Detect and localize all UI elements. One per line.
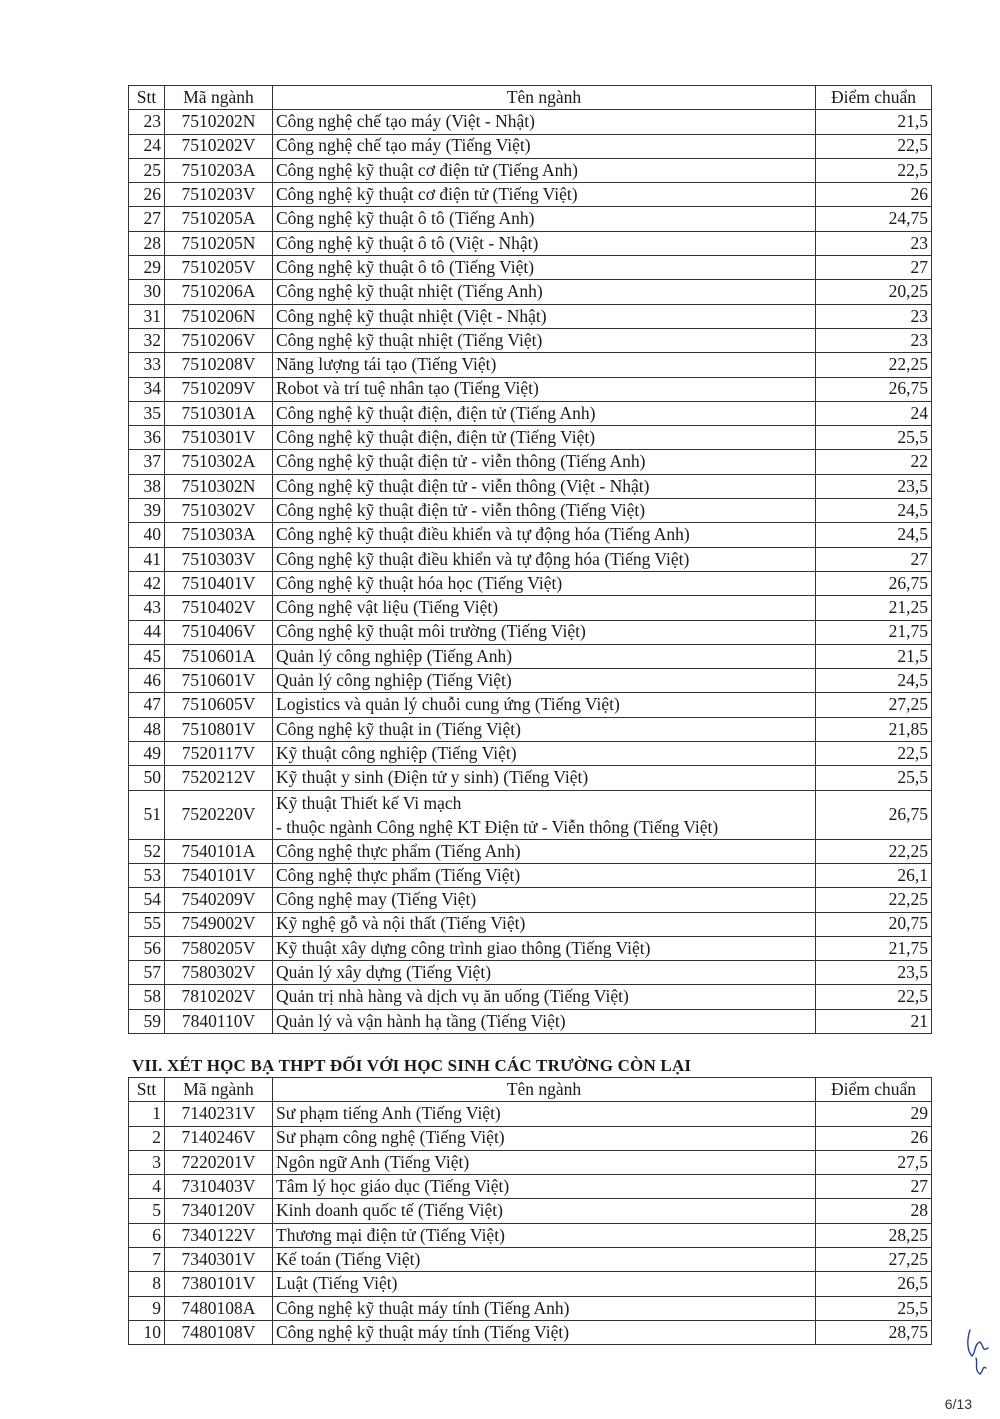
row-major-code: 7510205N xyxy=(165,231,273,255)
table-row xyxy=(129,207,932,231)
row-major-code: 7510301A xyxy=(165,401,273,425)
table-row xyxy=(129,158,932,182)
row-stt: 33 xyxy=(129,353,165,377)
row-major-code: 7510402V xyxy=(165,596,273,620)
row-score: 21,25 xyxy=(816,596,932,620)
row-major-name: Công nghệ kỹ thuật điều khiển và tự động hóa (Tiếng Việt) xyxy=(273,547,816,571)
table-header-row xyxy=(129,1078,932,1102)
table-row xyxy=(129,110,932,134)
row-major-name: Công nghệ kỹ thuật nhiệt (Tiếng Anh) xyxy=(273,280,816,304)
row-major-name: Kỹ thuật y sinh (Điện tử y sinh) (Tiếng Việt) xyxy=(273,766,816,790)
row-major-code: 7510203V xyxy=(165,183,273,207)
row-stt: 34 xyxy=(129,377,165,401)
row-major-code: 7580205V xyxy=(165,936,273,960)
header-code: Mã ngành xyxy=(165,1078,273,1102)
row-major-code: 7510206V xyxy=(165,328,273,352)
table-row xyxy=(129,353,932,377)
row-major-name: Quản lý công nghiệp (Tiếng Việt) xyxy=(273,669,816,693)
row-score: 26,1 xyxy=(816,863,932,887)
row-stt: 36 xyxy=(129,426,165,450)
row-stt: 54 xyxy=(129,888,165,912)
row-score: 22,25 xyxy=(816,888,932,912)
row-major-name: Công nghệ kỹ thuật máy tính (Tiếng Anh) xyxy=(273,1296,816,1320)
row-score: 28 xyxy=(816,1199,932,1223)
table-row xyxy=(129,474,932,498)
row-major-name: Sư phạm tiếng Anh (Tiếng Việt) xyxy=(273,1102,816,1126)
row-major-code: 7510202V xyxy=(165,134,273,158)
row-major-code: 7510601V xyxy=(165,669,273,693)
table-row xyxy=(129,912,932,936)
table-row xyxy=(129,256,932,280)
table-row xyxy=(129,766,932,790)
row-score: 25,5 xyxy=(816,766,932,790)
row-score: 22,25 xyxy=(816,839,932,863)
row-major-code: 7380101V xyxy=(165,1272,273,1296)
row-stt: 8 xyxy=(129,1272,165,1296)
row-major-name: Tâm lý học giáo dục (Tiếng Việt) xyxy=(273,1175,816,1199)
row-major-name: Sư phạm công nghệ (Tiếng Việt) xyxy=(273,1126,816,1150)
row-major-name: Công nghệ chế tạo máy (Tiếng Việt) xyxy=(273,134,816,158)
row-score: 26,5 xyxy=(816,1272,932,1296)
row-score: 22,5 xyxy=(816,158,932,182)
row-major-name: Năng lượng tái tạo (Tiếng Việt) xyxy=(273,353,816,377)
row-major-name: Công nghệ kỹ thuật điện tử - viễn thông (Tiếng Việt) xyxy=(273,499,816,523)
row-stt: 47 xyxy=(129,693,165,717)
row-stt: 23 xyxy=(129,110,165,134)
table-row xyxy=(129,693,932,717)
table-row xyxy=(129,328,932,352)
row-major-name: Công nghệ kỹ thuật điện, điện tử (Tiếng Anh) xyxy=(273,401,816,425)
row-major-name: Kỹ thuật xây dựng công trình giao thông (Tiếng Việt) xyxy=(273,936,816,960)
table-row xyxy=(129,1248,932,1272)
row-stt: 24 xyxy=(129,134,165,158)
row-major-name: Công nghệ kỹ thuật nhiệt (Tiếng Việt) xyxy=(273,328,816,352)
row-score: 27,25 xyxy=(816,1248,932,1272)
row-score: 21,5 xyxy=(816,644,932,668)
row-major-code: 7340301V xyxy=(165,1248,273,1272)
row-major-name: Quản trị nhà hàng và dịch vụ ăn uống (Tiếng Việt) xyxy=(273,985,816,1009)
row-stt: 37 xyxy=(129,450,165,474)
table-row xyxy=(129,985,932,1009)
header-name: Tên ngành xyxy=(273,1078,816,1102)
row-major-code: 7520220V xyxy=(165,790,273,839)
row-score: 20,75 xyxy=(816,912,932,936)
table-row xyxy=(129,571,932,595)
row-major-code: 7540209V xyxy=(165,888,273,912)
row-stt: 28 xyxy=(129,231,165,255)
table-row xyxy=(129,304,932,328)
row-score: 27,5 xyxy=(816,1150,932,1174)
row-major-code: 7340120V xyxy=(165,1199,273,1223)
table-row xyxy=(129,1320,932,1344)
row-score: 27 xyxy=(816,1175,932,1199)
row-major-code: 7510202N xyxy=(165,110,273,134)
row-major-code: 7810202V xyxy=(165,985,273,1009)
row-score: 28,25 xyxy=(816,1223,932,1247)
row-major-code: 7510209V xyxy=(165,377,273,401)
table-row xyxy=(129,1296,932,1320)
row-score: 23 xyxy=(816,304,932,328)
row-score: 26,75 xyxy=(816,571,932,595)
row-major-name: Robot và trí tuệ nhân tạo (Tiếng Việt) xyxy=(273,377,816,401)
row-major-code: 7510206A xyxy=(165,280,273,304)
section-heading-vii: VII. XÉT HỌC BẠ THPT ĐỐI VỚI HỌC SINH CÁC TRƯỜNG CÒN LẠI xyxy=(132,1056,692,1075)
row-major-code: 7549002V xyxy=(165,912,273,936)
row-stt: 58 xyxy=(129,985,165,1009)
row-score: 21,75 xyxy=(816,620,932,644)
header-score: Điểm chuẩn xyxy=(816,1078,932,1102)
row-score: 20,25 xyxy=(816,280,932,304)
row-stt: 31 xyxy=(129,304,165,328)
table-row xyxy=(129,1126,932,1150)
row-stt: 3 xyxy=(129,1150,165,1174)
table-row xyxy=(129,1150,932,1174)
row-major-code: 7510205V xyxy=(165,256,273,280)
table-row xyxy=(129,450,932,474)
row-major-name: Công nghệ kỹ thuật hóa học (Tiếng Việt) xyxy=(273,571,816,595)
row-major-name: Công nghệ kỹ thuật cơ điện tử (Tiếng Việt) xyxy=(273,183,816,207)
table-row xyxy=(129,936,932,960)
table-row xyxy=(129,790,932,839)
row-major-code: 7540101V xyxy=(165,863,273,887)
row-score: 24 xyxy=(816,401,932,425)
row-major-name: Kế toán (Tiếng Việt) xyxy=(273,1248,816,1272)
row-stt: 57 xyxy=(129,961,165,985)
row-stt: 53 xyxy=(129,863,165,887)
table-row xyxy=(129,1199,932,1223)
row-major-code: 7540101A xyxy=(165,839,273,863)
row-stt: 26 xyxy=(129,183,165,207)
row-major-name: Công nghệ kỹ thuật điện, điện tử (Tiếng Việt) xyxy=(273,426,816,450)
table-row xyxy=(129,280,932,304)
table-row xyxy=(129,1102,932,1126)
row-stt: 50 xyxy=(129,766,165,790)
row-score: 24,75 xyxy=(816,207,932,231)
row-stt: 10 xyxy=(129,1320,165,1344)
row-major-name: Công nghệ kỹ thuật in (Tiếng Việt) xyxy=(273,717,816,741)
table-row xyxy=(129,1272,932,1296)
row-stt: 5 xyxy=(129,1199,165,1223)
row-major-code: 7310403V xyxy=(165,1175,273,1199)
table-row xyxy=(129,377,932,401)
row-major-name: Công nghệ kỹ thuật cơ điện tử (Tiếng Anh) xyxy=(273,158,816,182)
row-score: 24,5 xyxy=(816,499,932,523)
row-major-name: Kinh doanh quốc tế (Tiếng Việt) xyxy=(273,1199,816,1223)
row-major-code: 7220201V xyxy=(165,1150,273,1174)
row-stt: 46 xyxy=(129,669,165,693)
row-major-code: 7480108A xyxy=(165,1296,273,1320)
table-row xyxy=(129,888,932,912)
table-header-row xyxy=(129,86,932,110)
row-major-code: 7510203A xyxy=(165,158,273,182)
row-major-name: Logistics và quản lý chuỗi cung ứng (Tiếng Việt) xyxy=(273,693,816,717)
row-major-code: 7340122V xyxy=(165,1223,273,1247)
row-major-name: Ngôn ngữ Anh (Tiếng Việt) xyxy=(273,1150,816,1174)
row-major-name: Kỹ nghệ gỗ và nội thất (Tiếng Việt) xyxy=(273,912,816,936)
row-stt: 29 xyxy=(129,256,165,280)
row-stt: 9 xyxy=(129,1296,165,1320)
table-row xyxy=(129,499,932,523)
header-code: Mã ngành xyxy=(165,86,273,110)
row-major-code: 7510303V xyxy=(165,547,273,571)
row-score: 21,5 xyxy=(816,110,932,134)
row-score: 22,25 xyxy=(816,353,932,377)
row-stt: 48 xyxy=(129,717,165,741)
row-stt: 32 xyxy=(129,328,165,352)
table-row xyxy=(129,401,932,425)
row-score: 21,85 xyxy=(816,717,932,741)
row-score: 22 xyxy=(816,450,932,474)
table-row xyxy=(129,717,932,741)
table-row xyxy=(129,839,932,863)
header-name: Tên ngành xyxy=(273,86,816,110)
row-major-code: 7510406V xyxy=(165,620,273,644)
row-major-code: 7480108V xyxy=(165,1320,273,1344)
header-stt: Stt xyxy=(129,86,165,110)
row-major-name-line1: Kỹ thuật Thiết kế Vi mạch xyxy=(276,792,462,813)
row-stt: 56 xyxy=(129,936,165,960)
row-stt: 45 xyxy=(129,644,165,668)
row-score: 22,5 xyxy=(816,985,932,1009)
row-stt: 27 xyxy=(129,207,165,231)
row-major-name: Quản lý công nghiệp (Tiếng Anh) xyxy=(273,644,816,668)
handwritten-signature-icon xyxy=(958,1322,998,1382)
header-stt: Stt xyxy=(129,1078,165,1102)
row-major-code: 7140246V xyxy=(165,1126,273,1150)
page-number: 6/13 xyxy=(944,1396,972,1412)
row-score: 23 xyxy=(816,328,932,352)
row-stt: 43 xyxy=(129,596,165,620)
row-major-code: 7840110V xyxy=(165,1009,273,1033)
row-score: 27 xyxy=(816,547,932,571)
table-row xyxy=(129,547,932,571)
table-row xyxy=(129,1009,932,1033)
row-major-code: 7510301V xyxy=(165,426,273,450)
row-stt: 41 xyxy=(129,547,165,571)
row-major-name: Công nghệ kỹ thuật điện tử - viễn thông (Tiếng Anh) xyxy=(273,450,816,474)
row-major-name: Luật (Tiếng Việt) xyxy=(273,1272,816,1296)
row-score: 27,25 xyxy=(816,693,932,717)
row-stt: 42 xyxy=(129,571,165,595)
row-major-code: 7510605V xyxy=(165,693,273,717)
row-score: 24,5 xyxy=(816,669,932,693)
row-score: 27 xyxy=(816,256,932,280)
row-score: 21,75 xyxy=(816,936,932,960)
row-score: 21 xyxy=(816,1009,932,1033)
table-row xyxy=(129,863,932,887)
table-row xyxy=(129,596,932,620)
row-score: 25,5 xyxy=(816,1296,932,1320)
table-row xyxy=(129,183,932,207)
row-score: 28,75 xyxy=(816,1320,932,1344)
row-major-code: 7510205A xyxy=(165,207,273,231)
row-major-code: 7510302N xyxy=(165,474,273,498)
row-score: 29 xyxy=(816,1102,932,1126)
table-row xyxy=(129,742,932,766)
row-major-name: Công nghệ chế tạo máy (Việt - Nhật) xyxy=(273,110,816,134)
table-row xyxy=(129,134,932,158)
row-major-name: Thương mại điện tử (Tiếng Việt) xyxy=(273,1223,816,1247)
row-major-code: 7510208V xyxy=(165,353,273,377)
row-major-code: 7140231V xyxy=(165,1102,273,1126)
row-stt: 52 xyxy=(129,839,165,863)
table-row xyxy=(129,1175,932,1199)
row-score: 24,5 xyxy=(816,523,932,547)
row-stt: 30 xyxy=(129,280,165,304)
row-stt: 2 xyxy=(129,1126,165,1150)
row-stt: 7 xyxy=(129,1248,165,1272)
table-row xyxy=(129,669,932,693)
row-stt: 6 xyxy=(129,1223,165,1247)
admission-scores-table-2 xyxy=(128,1077,932,1345)
row-score: 26,75 xyxy=(816,377,932,401)
row-major-name: Công nghệ may (Tiếng Việt) xyxy=(273,888,816,912)
row-major-name: Công nghệ kỹ thuật điều khiển và tự động hóa (Tiếng Anh) xyxy=(273,523,816,547)
row-major-code: 7510801V xyxy=(165,717,273,741)
table-row xyxy=(129,961,932,985)
row-major-name: Công nghệ kỹ thuật ô tô (Việt - Nhật) xyxy=(273,231,816,255)
row-score: 26 xyxy=(816,183,932,207)
row-major-name: Công nghệ kỹ thuật môi trường (Tiếng Việt) xyxy=(273,620,816,644)
row-major-code: 7510206N xyxy=(165,304,273,328)
row-major-name: Kỹ thuật công nghiệp (Tiếng Việt) xyxy=(273,742,816,766)
row-major-name: Công nghệ kỹ thuật điện tử - viễn thông (Việt - Nhật) xyxy=(273,474,816,498)
row-score: 23,5 xyxy=(816,474,932,498)
table-row xyxy=(129,1223,932,1247)
table-row xyxy=(129,231,932,255)
table-row xyxy=(129,620,932,644)
row-score: 22,5 xyxy=(816,742,932,766)
row-score: 22,5 xyxy=(816,134,932,158)
row-major-name: Công nghệ kỹ thuật ô tô (Tiếng Anh) xyxy=(273,207,816,231)
row-stt: 59 xyxy=(129,1009,165,1033)
row-major-name-line2: - thuộc ngành Công nghệ KT Điện tử - Viễn thông (Tiếng Việt) xyxy=(276,816,719,837)
row-major-code: 7580302V xyxy=(165,961,273,985)
row-score: 26 xyxy=(816,1126,932,1150)
row-stt: 25 xyxy=(129,158,165,182)
row-stt: 40 xyxy=(129,523,165,547)
row-score: 23,5 xyxy=(816,961,932,985)
row-major-name: Công nghệ thực phẩm (Tiếng Việt) xyxy=(273,863,816,887)
row-major-code: 7510302V xyxy=(165,499,273,523)
table-row xyxy=(129,644,932,668)
row-stt: 55 xyxy=(129,912,165,936)
row-major-code: 7520212V xyxy=(165,766,273,790)
row-major-code: 7510303A xyxy=(165,523,273,547)
row-major-code: 7510302A xyxy=(165,450,273,474)
header-score: Điểm chuẩn xyxy=(816,86,932,110)
table-row xyxy=(129,426,932,450)
row-major-name: Quản lý và vận hành hạ tầng (Tiếng Việt) xyxy=(273,1009,816,1033)
row-score: 26,75 xyxy=(816,790,932,839)
row-major-code: 7510401V xyxy=(165,571,273,595)
row-major-name: Quản lý xây dựng (Tiếng Việt) xyxy=(273,961,816,985)
row-stt: 38 xyxy=(129,474,165,498)
table-row xyxy=(129,523,932,547)
row-stt: 1 xyxy=(129,1102,165,1126)
row-major-name: Công nghệ kỹ thuật máy tính (Tiếng Việt) xyxy=(273,1320,816,1344)
row-stt: 4 xyxy=(129,1175,165,1199)
row-score: 25,5 xyxy=(816,426,932,450)
row-major-code: 7510601A xyxy=(165,644,273,668)
admission-scores-table-1 xyxy=(128,85,932,1034)
row-stt: 44 xyxy=(129,620,165,644)
row-major-name: Công nghệ kỹ thuật nhiệt (Việt - Nhật) xyxy=(273,304,816,328)
row-major-name xyxy=(273,790,816,839)
row-stt: 51 xyxy=(129,790,165,839)
row-major-name: Công nghệ thực phẩm (Tiếng Anh) xyxy=(273,839,816,863)
row-stt: 39 xyxy=(129,499,165,523)
row-score: 23 xyxy=(816,231,932,255)
row-major-name: Công nghệ vật liệu (Tiếng Việt) xyxy=(273,596,816,620)
row-major-code: 7520117V xyxy=(165,742,273,766)
row-major-name: Công nghệ kỹ thuật ô tô (Tiếng Việt) xyxy=(273,256,816,280)
row-stt: 35 xyxy=(129,401,165,425)
row-stt: 49 xyxy=(129,742,165,766)
